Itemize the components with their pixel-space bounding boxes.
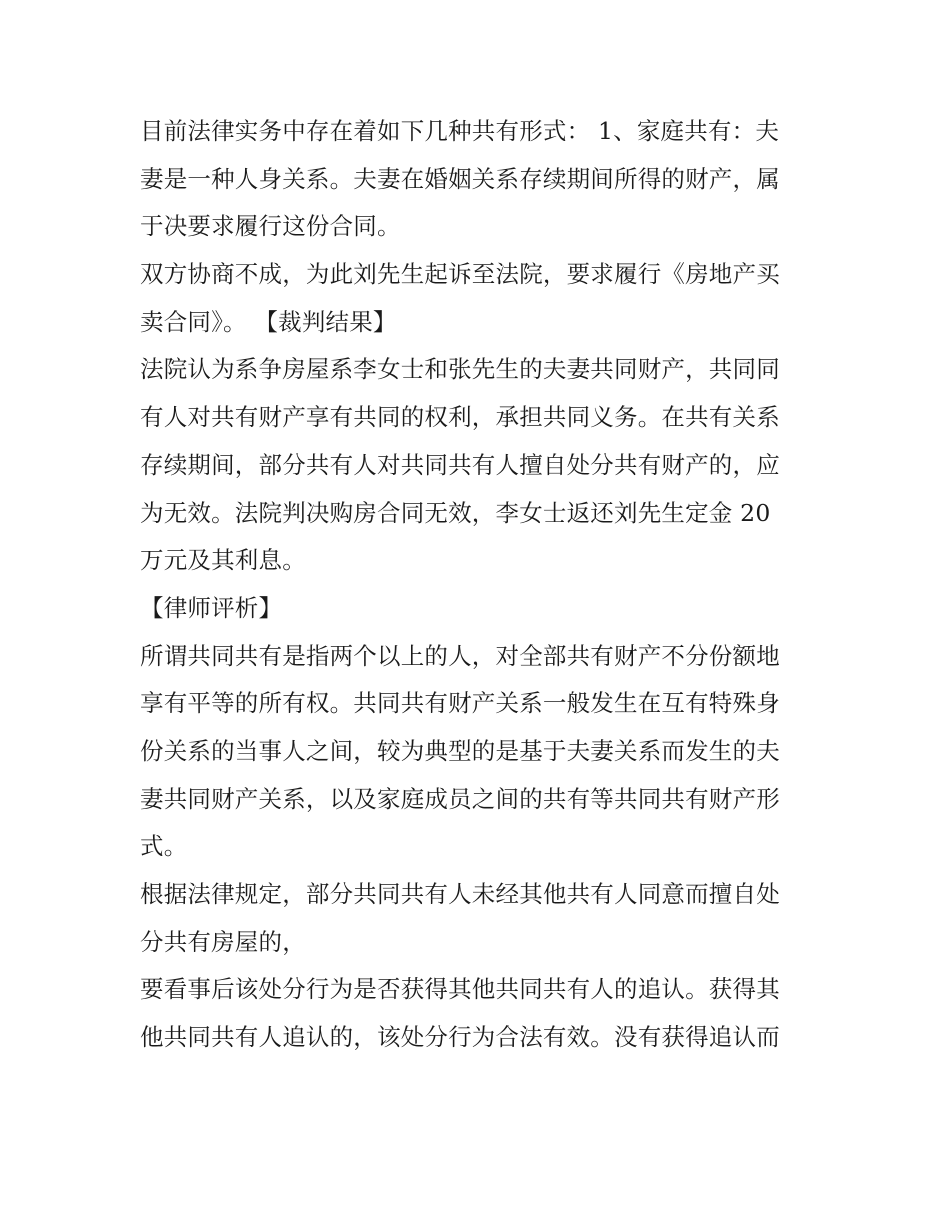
text-line: 分共有房屋的， xyxy=(140,927,306,956)
text-line: 目前法律实务中存在着如下几种共有形式： 1、家庭共有：夫 xyxy=(140,117,780,145)
text-line: 卖合同》。 【裁判结果】 xyxy=(140,307,397,336)
text-line: 他共同共有人追认的，该处分行为合法有效。没有获得追认而 xyxy=(140,1023,780,1052)
text-line: 万元及其利息。 xyxy=(140,546,306,575)
text-line: 存续期间，部分共有人对共同共有人擅自处分共有财产的，应 xyxy=(140,450,780,479)
text-line: 份关系的当事人之间，较为典型的是基于夫妻关系而发生的夫 xyxy=(140,736,780,765)
text-line: 根据法律规定，部分共同共有人未经其他共有人同意而擅自处 xyxy=(140,880,780,908)
text-line: 享有平等的所有权。共同共有财产关系一般发生在互有特殊身 xyxy=(140,689,780,718)
text-line: 法院认为系争房屋系李女士和张先生的夫妻共同财产，共同同 xyxy=(140,355,780,384)
text-line: 妻是一种人身关系。夫妻在婚姻关系存续期间所得的财产，属 xyxy=(140,164,780,193)
text-line: 于决要求履行这份合同。 xyxy=(140,212,401,241)
text-line: 双方协商不成，为此刘先生起诉至法院，要求履行《房地产买 xyxy=(140,260,780,289)
document-body xyxy=(140,108,812,1062)
text-line: 要看事后该处分行为是否获得其他共同共有人的追认。获得其 xyxy=(140,975,780,1004)
section-heading-lawyer-analysis: 【律师评析】 xyxy=(140,593,283,622)
text-line: 式。 xyxy=(140,832,188,861)
text-line: 所谓共同共有是指两个以上的人，对全部共有财产不分份额地 xyxy=(140,641,780,670)
text-line: 妻共同财产关系，以及家庭成员之间的共有等共同共有财产形 xyxy=(140,784,780,813)
text-line: 为无效。法院判决购房合同无效，李女士返还刘先生定金 20 xyxy=(140,498,771,527)
text-line: 有人对共有财产享有共同的权利，承担共同义务。在共有关系 xyxy=(140,403,780,432)
